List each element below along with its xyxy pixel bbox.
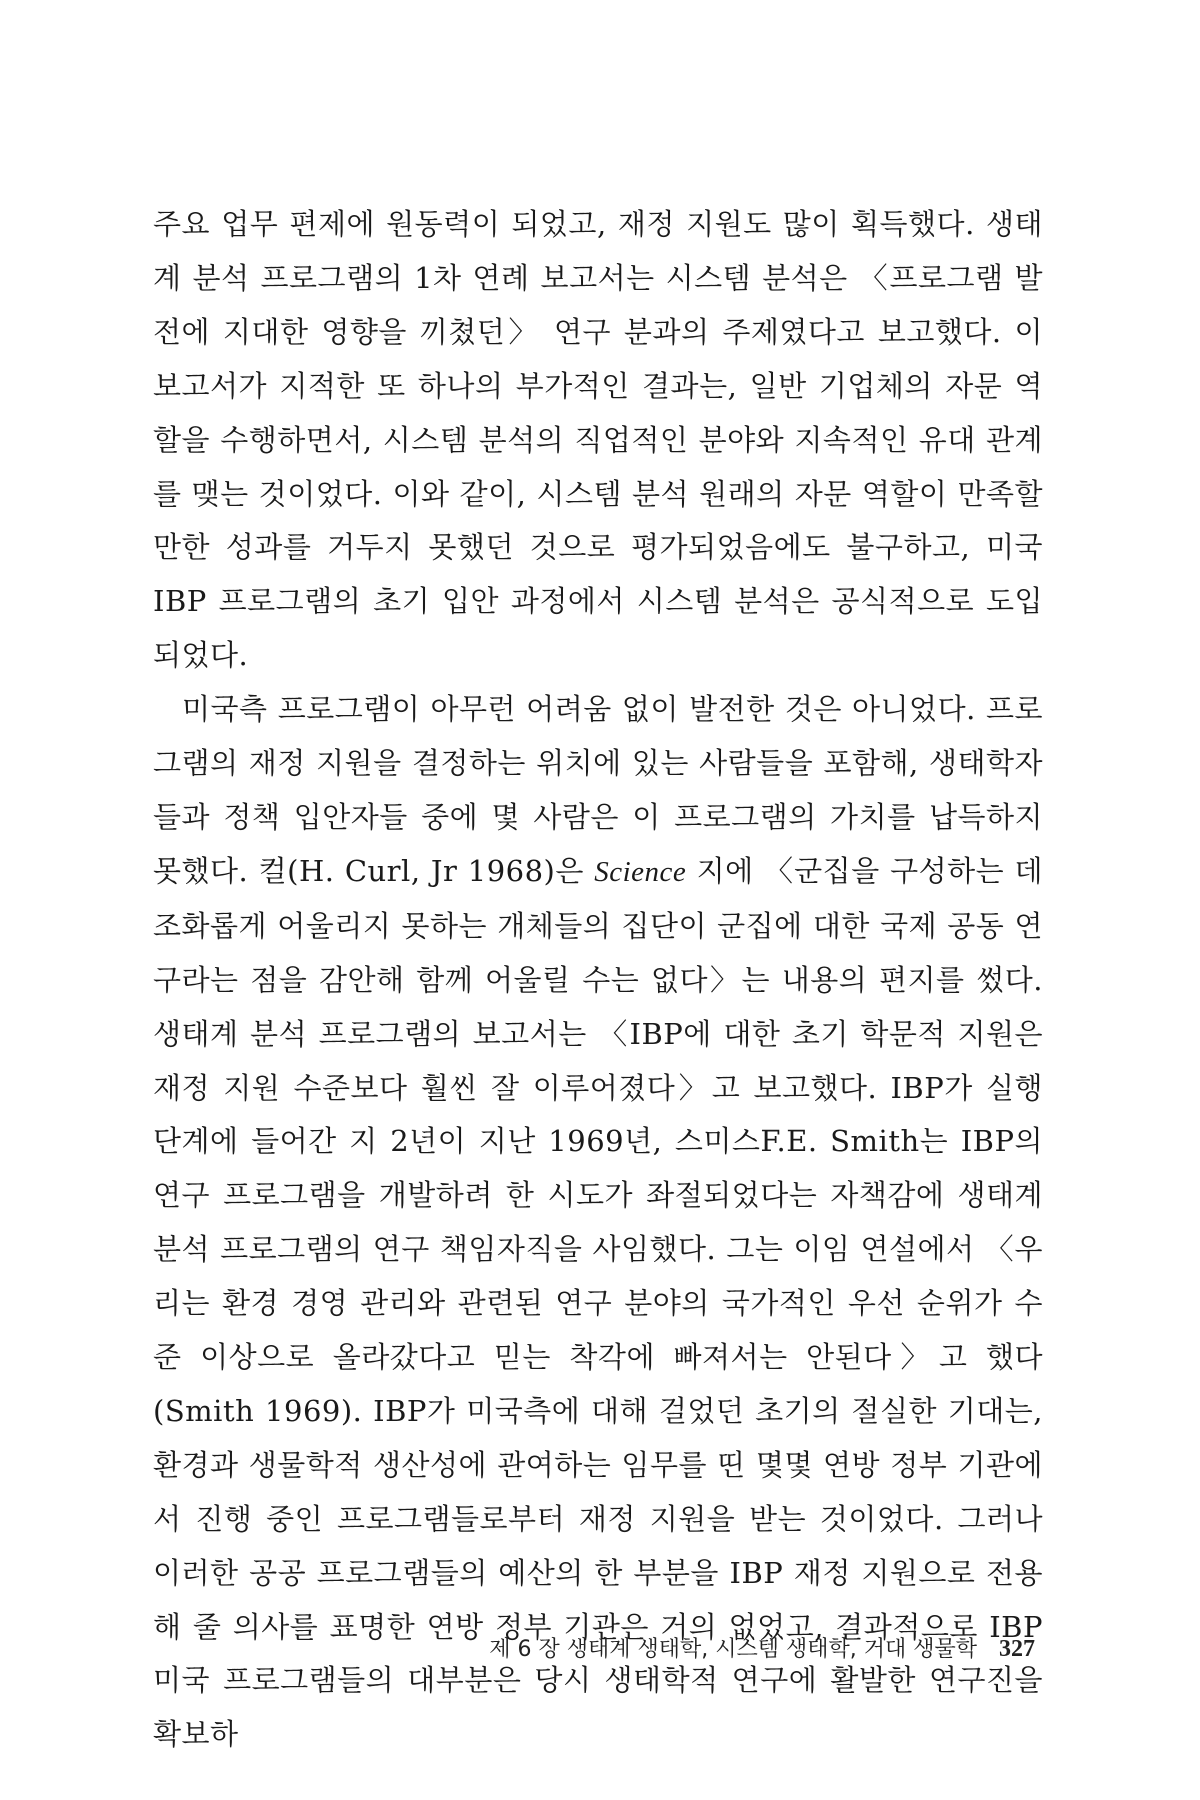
- paragraph-2-text-b: 지에 〈군집을 구성하는 데 조화롭게 어울리지 못하는 개체들의 집단이 군집에 대한 국제 공동 연구라는 점을 감안해 함께 어울릴 수는 없다〉는 내용의 편지를 썼다. 생태계 분석 프로그램의 보고서는 〈IBP에 대한 초기 학문적 지원은 재정 지원 수준보다 훨씬 잘 이루어졌다〉고 보고했다. IBP가 실행 단계에 들어간 지 2년이 지난 1969년, 스미스F.E. Smith는 IBP의 연구 프로그램을 개발하려 한 시도가 좌절되었다는 자책감에 생태계 분석 프로그램의 연구 책임자직을 사임했다. 그는 이임 연설에서 〈우리는 환경 경영 관리와 관련된 연구 분야의 국가적인 우선 순위가 수준 이상으로 올라갔다고 믿는 착각에 빠져서는 안된다〉고 했다(Smith 1969). IBP가 미국측에 대해 걸었던 초기의 절실한 기대는, 환경과 생물학적 생산성에 관여하는 임무를 띤 몇몇 연방 정부 기관에서 진행 중인 프로그램들로부터 재정 지원을 받는 것이었다. 그러나 이러한 공공 프로그램들의 예산의 한 부분을 IBP 재정 지원으로 전용해 줄 의사를 표명한 연방 정부 기관은 거의 없었고, 결과적으로 IBP 미국 프로그램들의 대부분은 당시 생태학적 연구에 활발한 연구진을 확보하: [153, 853, 1043, 1752]
- paragraph-1-text: 주요 업무 편제에 원동력이 되었고, 재정 지원도 많이 획득했다. 생태계 분석 프로그램의 1차 연례 보고서는 시스템 분석은 〈프로그램 발전에 지대한 영향을 끼쳤던〉 연구 분과의 주제였다고 보고했다. 이 보고서가 지적한 또 하나의 부가적인 결과는, 일반 기업체의 자문 역할을 수행하면서, 시스템 분석의 직업적인 분야와 지속적인 유대 관계를 맺는 것이었다. 이와 같이, 시스템 분석 원래의 자문 역할이 만족할 만한 성과를 거두지 못했던 것으로 평가되었음에도 불구하고, 미국 IBP 프로그램의 초기 입안 과정에서 시스템 분석은 공식적으로 도입되었다.: [153, 207, 1043, 673]
- page-footer: [489, 1632, 1035, 1663]
- paragraph-1: [153, 198, 1043, 683]
- running-chapter-title: 제 6 장 생태계 생태학, 시스템 생태학, 거대 생물학: [489, 1637, 977, 1662]
- paragraph-2-text-a: 미국측 프로그램이 아무런 어려움 없이 발전한 것은 아니었다. 프로그램의 재정 지원을 결정하는 위치에 있는 사람들을 포함해, 생태학자들과 정책 입안자들 중에 몇 사람은 이 프로그램의 가치를 납득하지 못했다. 컬(H. Curl, Jr 1968)은: [153, 692, 1043, 888]
- page-number: 327: [999, 1636, 1035, 1662]
- journal-title-science: Science: [594, 855, 687, 888]
- paragraph-2: [153, 683, 1043, 1762]
- body-text: [153, 198, 1043, 1762]
